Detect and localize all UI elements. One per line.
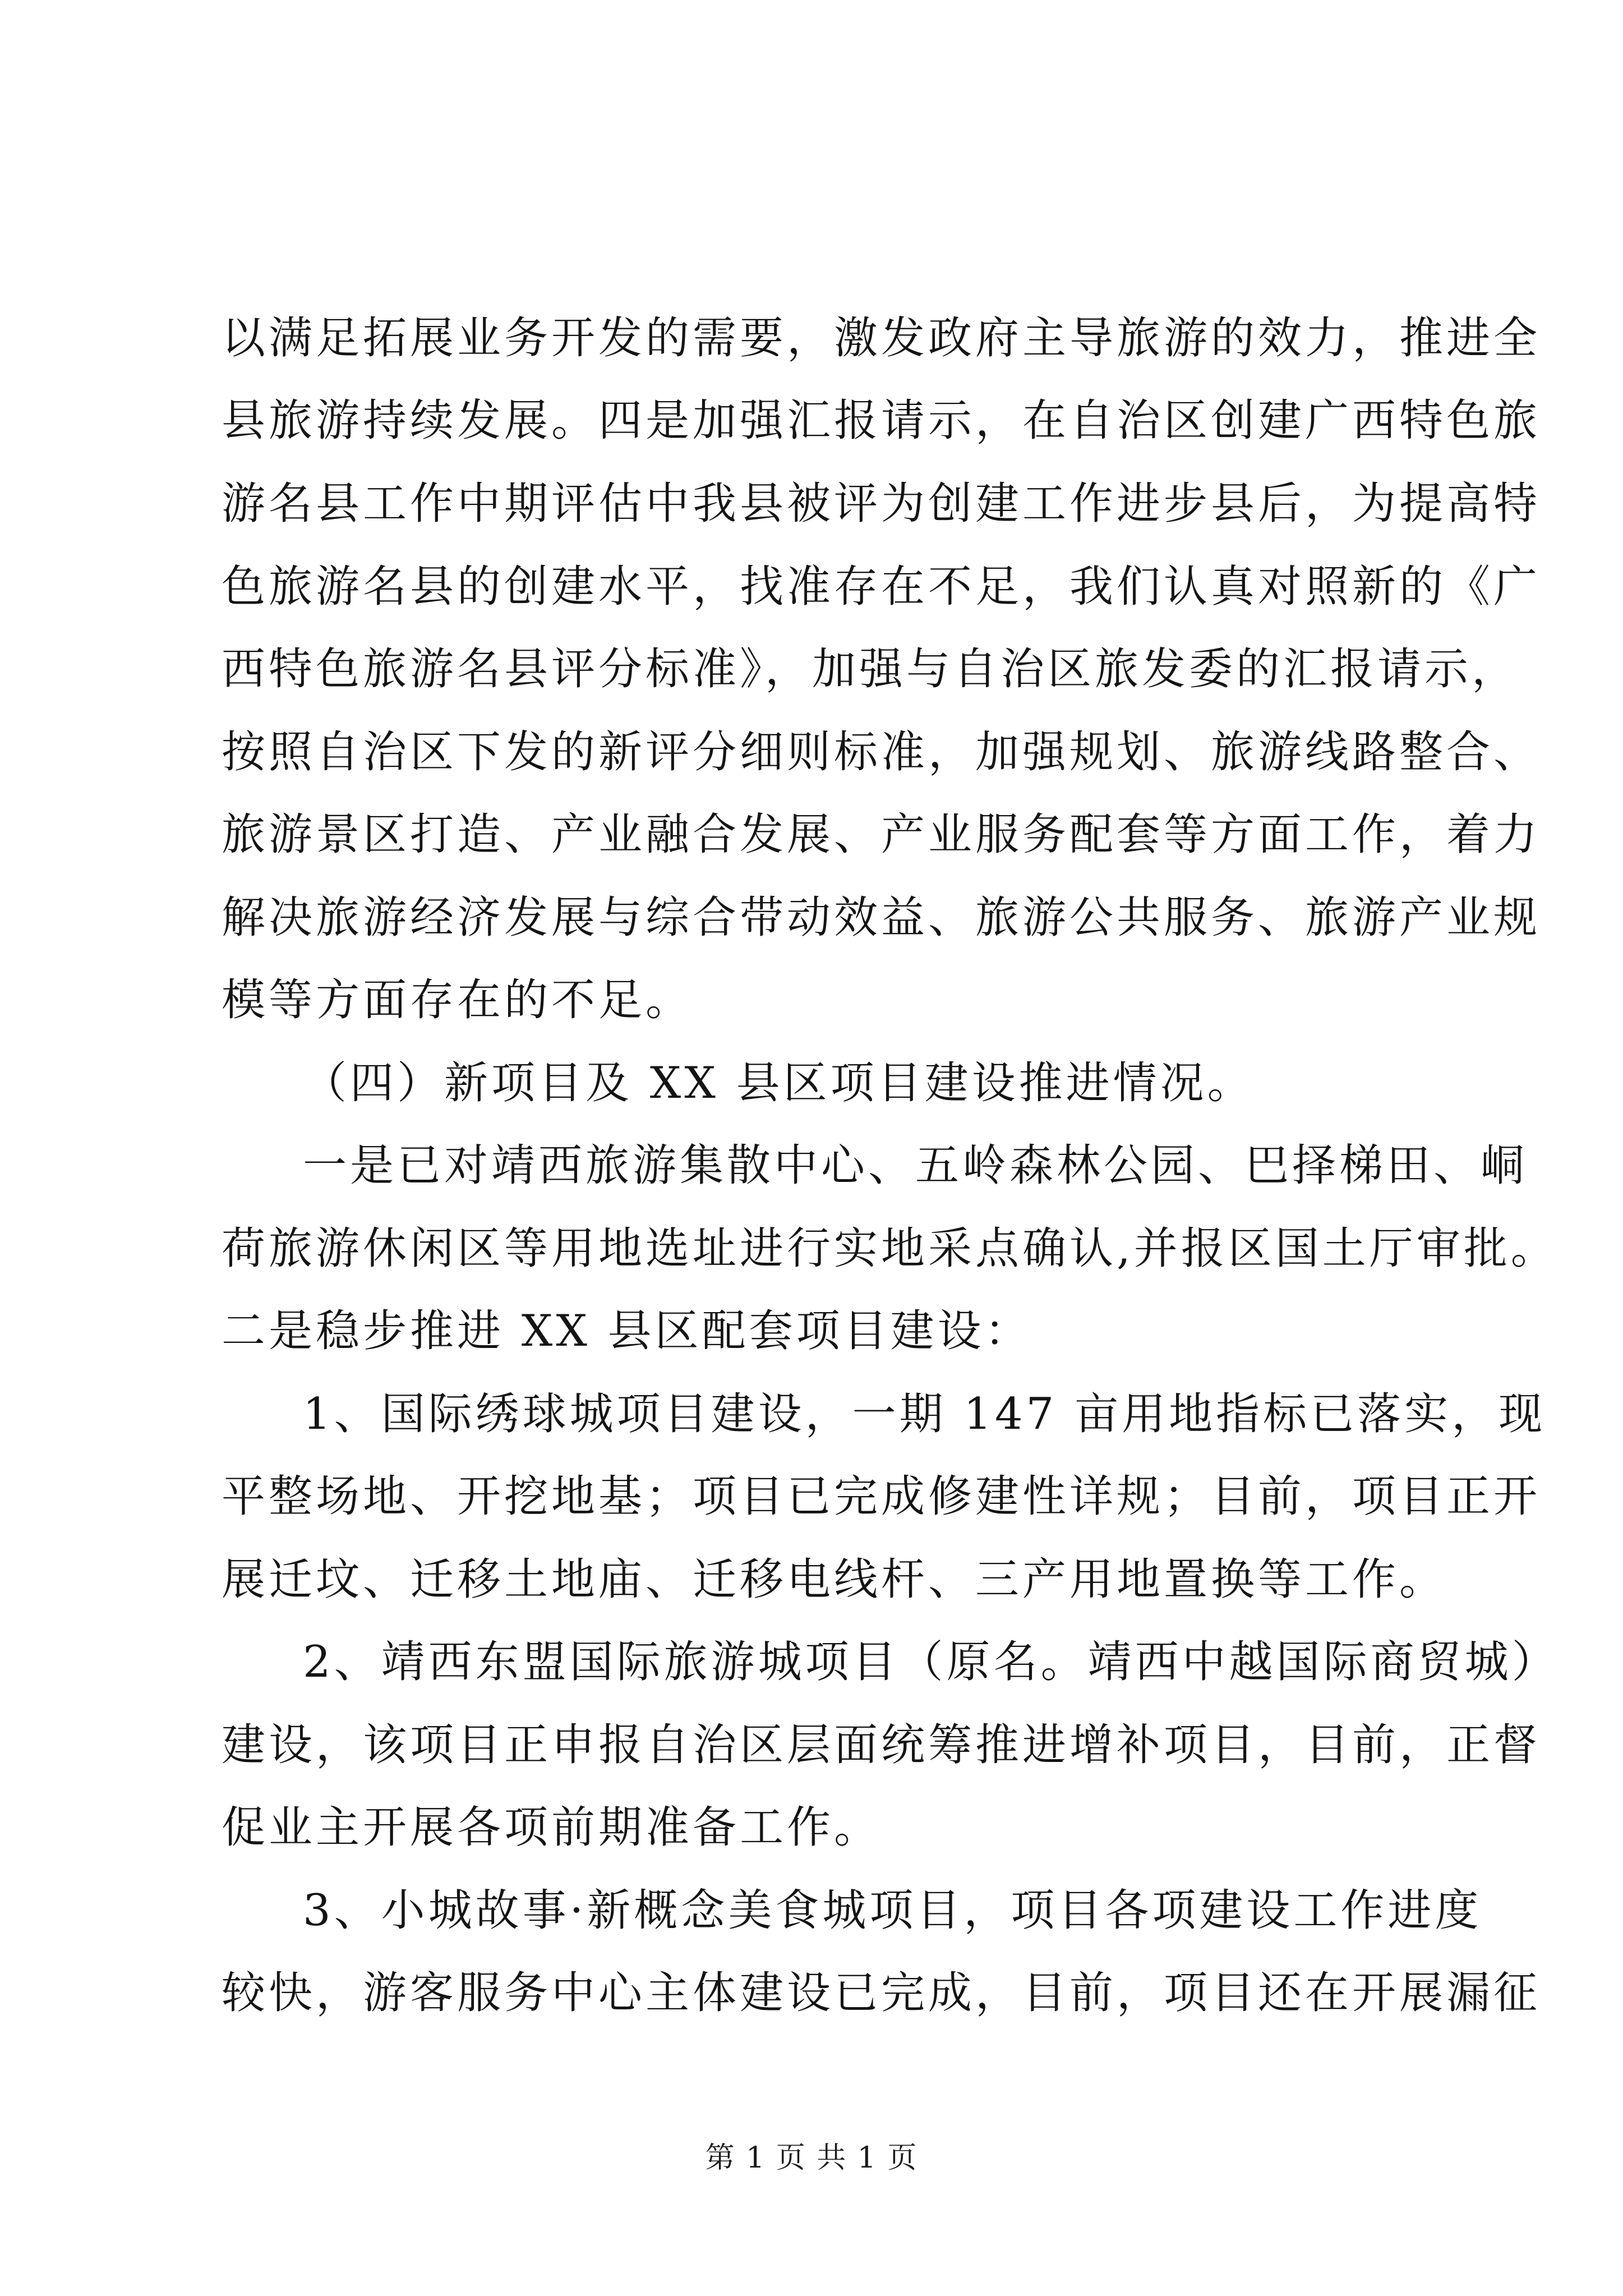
body-text-line: 3、小城故事·新概念美食城项目，项目各项建设工作进度	[303, 1885, 1482, 1936]
body-text-line: 展迁坟、迁移土地庙、迁移电线杆、三产用地置换等工作。	[222, 1554, 1447, 1605]
body-text-line: 旅游景区打造、产业融合发展、产业服务配套等方面工作，着力	[222, 809, 1541, 860]
body-text-line: 建设，该项目正申报自治区层面统筹推进增补项目，目前，正督	[222, 1720, 1541, 1770]
body-text-line: 游名县工作中期评估中我县被评为创建工作进步县后，为提高特	[222, 478, 1541, 529]
body-text-line: 促业主开展各项前期准备工作。	[222, 1802, 882, 1853]
body-text-line: 色旅游名县的创建水平，找准存在不足，我们认真对照新的《广	[222, 562, 1541, 612]
body-text-line: 县旅游持续发展。四是加强汇报请示，在自治区创建广西特色旅	[222, 395, 1541, 446]
body-text-line: 一是已对靖西旅游集散中心、五岭森林公园、巴择梯田、峒	[303, 1140, 1528, 1191]
body-text-line: 2、靖西东盟国际旅游城项目（原名。靖西中越国际商贸城）	[303, 1637, 1559, 1687]
body-text-line: 1、国际绣球城项目建设，一期 147 亩用地指标已落实，现	[303, 1389, 1546, 1439]
body-text-line: 较快，游客服务中心主体建设已完成，目前，项目还在开展漏征	[222, 1968, 1541, 2018]
body-text-line: 解决旅游经济发展与综合带动效益、旅游公共服务、旅游产业规	[222, 892, 1541, 943]
body-text-line: 荷旅游休闲区等用地选址进行实地采点确认,并报区国土厅审批。	[222, 1223, 1558, 1274]
body-text-line: 以满足拓展业务开发的需要，激发政府主导旅游的效力，推进全	[222, 313, 1541, 364]
body-text-line: 按照自治区下发的新评分细则标准，加强规划、旅游线路整合、	[222, 727, 1541, 777]
section-heading: （四）新项目及 XX 县区项目建设推进情况。	[303, 1058, 1255, 1108]
body-text-line: 二是稳步推进 XX 县区配套项目建设：	[222, 1306, 1032, 1356]
body-text-line: 模等方面存在的不足。	[222, 975, 693, 1025]
body-text-line: 平整场地、开挖地基；项目已完成修建性详规；目前，项目正开	[222, 1471, 1541, 1522]
body-text-line: 西特色旅游名县评分标准》，加强与自治区旅发委的汇报请示，	[222, 644, 1519, 694]
page-footer: 第 1 页 共 1 页	[705, 2141, 918, 2175]
